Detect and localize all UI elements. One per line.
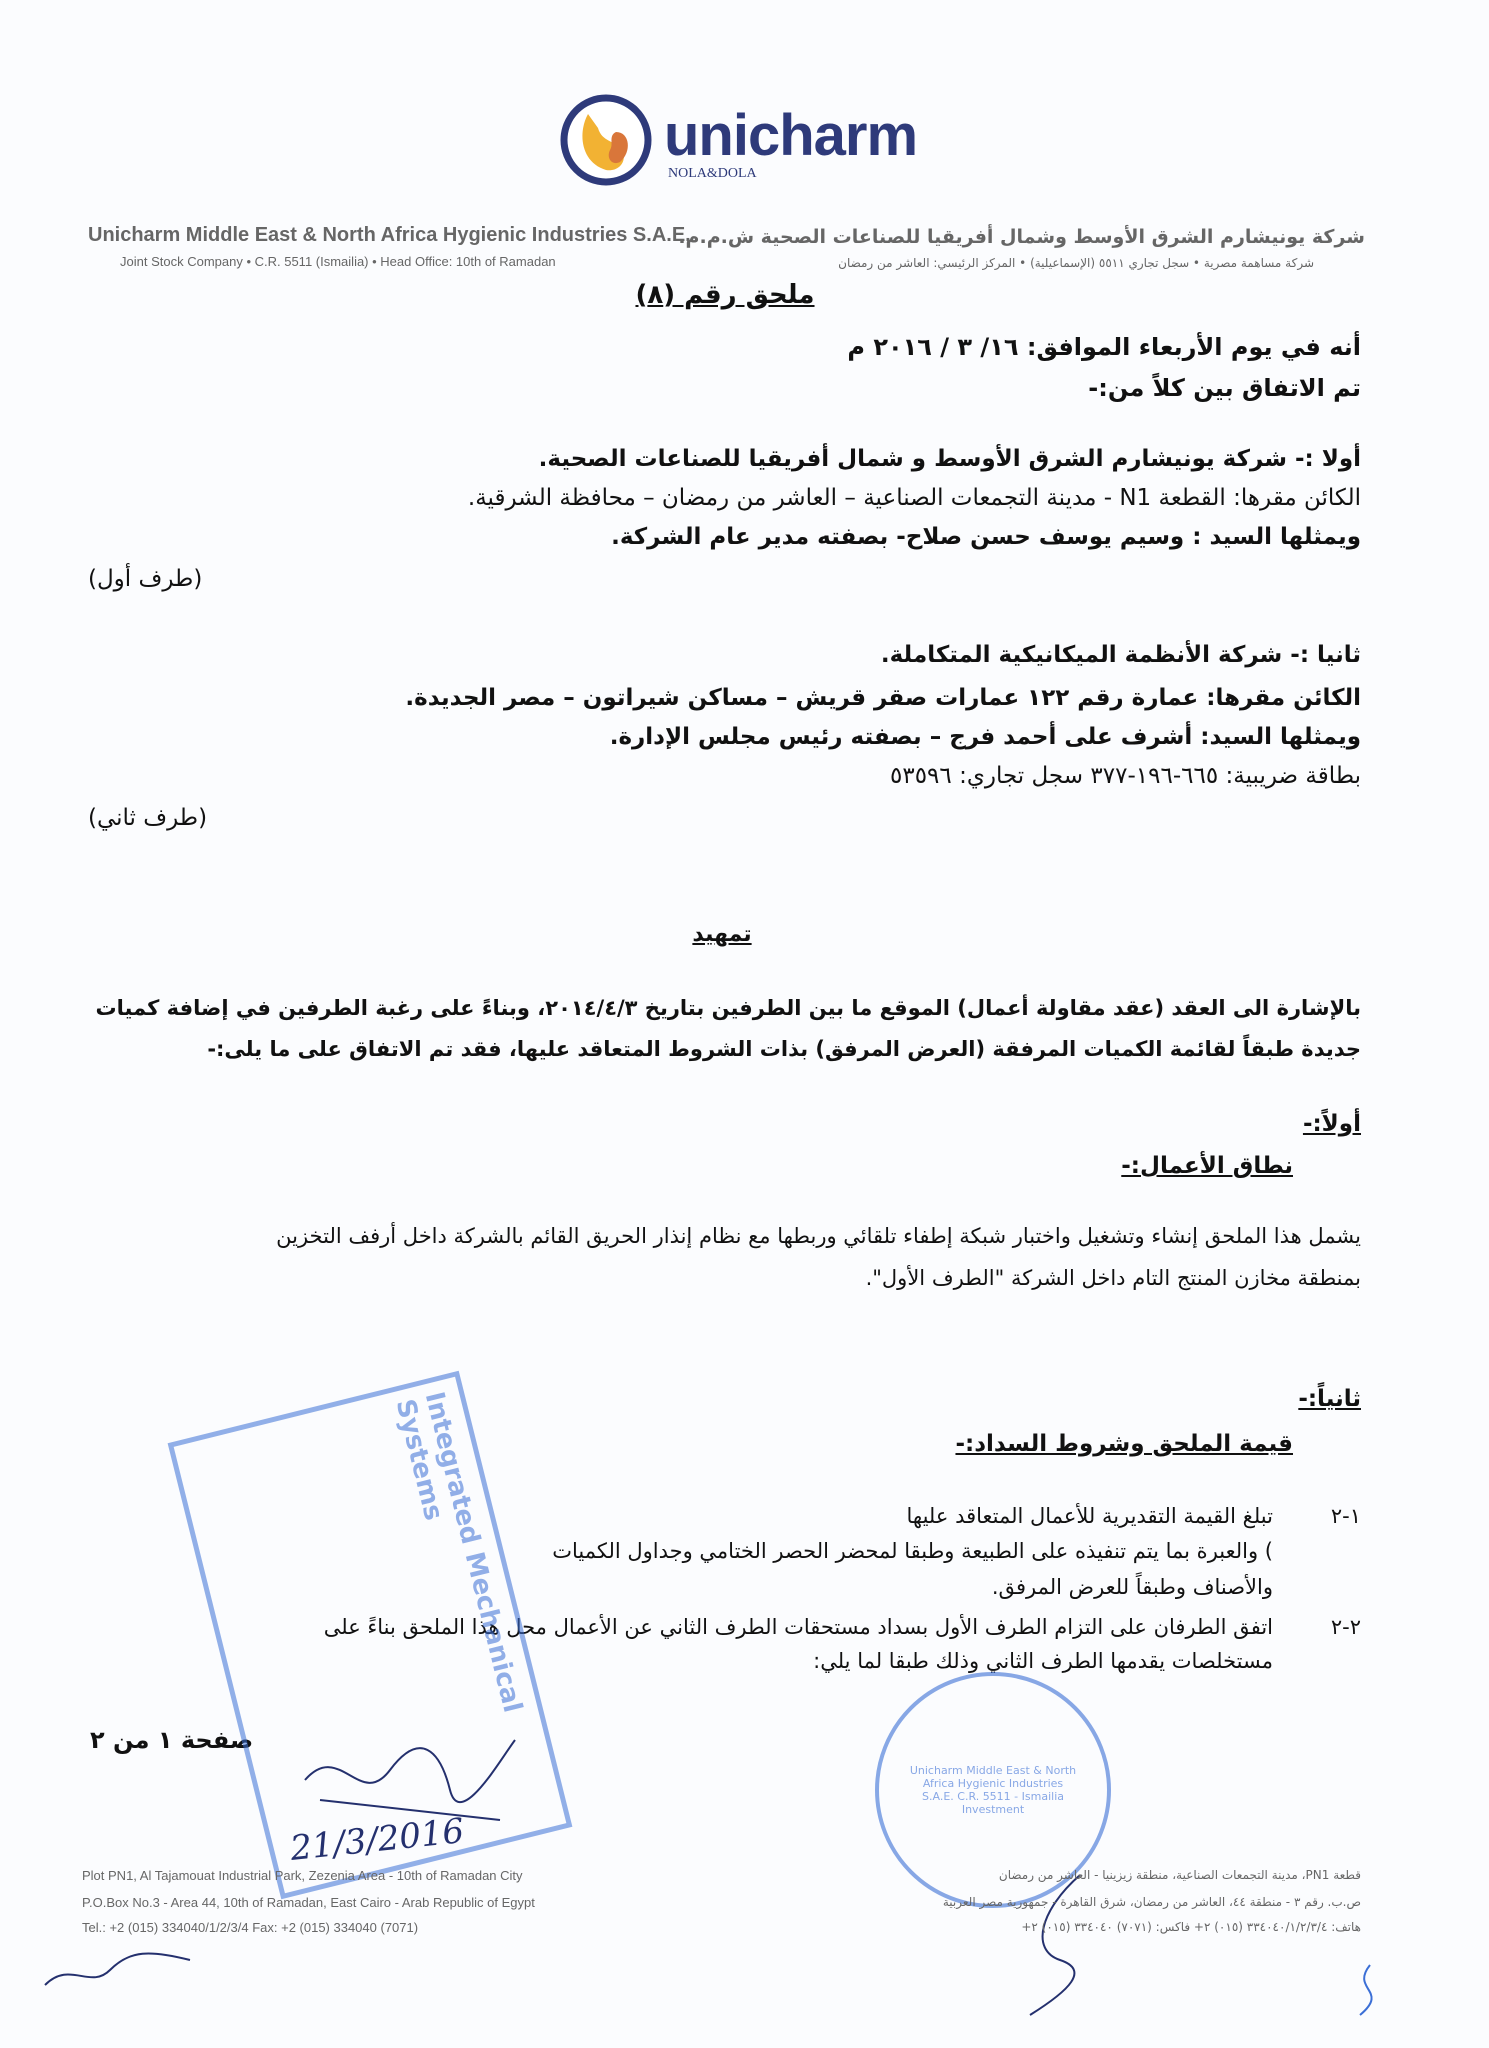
item-line: ) والعبرة بما يتم تنفيذه على الطبيعة وطبقا لمحضر الحصر الختامي وجداول الكميات [552, 1539, 1273, 1563]
party1-name: أولا :- شركة يونيشارم الشرق الأوسط و شمال أفريقيا للصناعات الصحية. [538, 446, 1361, 472]
party1-rep: ويمثلها السيد : وسيم يوسف حسن صلاح- بصفته مدير عام الشركة. [611, 524, 1361, 550]
item-line: تبلغ القيمة التقديرية للأعمال المتعاقد عليها [906, 1504, 1273, 1528]
footer-phone-en: Tel.: +2 (015) 334040/1/2/3/4 Fax: +2 (015) 334040 (7071) [82, 1920, 419, 1935]
item-line: اتفق الطرفان على التزام الطرف الأول بسداد مستحقات الطرف الثاني عن الأعمال محل هذا الملحق بناءً على [323, 1615, 1273, 1639]
footer-pobox-en: P.O.Box No.3 - Area 44, 10th of Ramadan, East Cairo - Arab Republic of Egypt [82, 1895, 535, 1910]
page-number: صفحة ١ من ٢ [90, 1726, 254, 1754]
preamble-line-1: بالإشارة الى العقد (عقد مقاولة أعمال) الموقع ما بين الطرفين بتاريخ ٢٠١٤/٤/٣، وبناءً على رغبة الطرفين في إضافة كميات [95, 996, 1361, 1020]
document-title: ملحق رقم (٨) [635, 280, 815, 310]
logo-text: unicharm [664, 103, 918, 168]
unicharm-logo-icon [558, 92, 654, 188]
party2-tax: بطاقة ضريبية: ٦٦٥-١٩٦-٣٧٧ سجل تجاري: ٥٣٥٩٦ [890, 763, 1361, 789]
company-sub-en: Joint Stock Company • C.R. 5511 (Ismailia) • Head Office: 10th of Ramadan [120, 254, 556, 269]
value-title: قيمة الملحق وشروط السداد:- [955, 1431, 1293, 1457]
item-number: ٢-٢ [1330, 1615, 1361, 1639]
company-name-en: Unicharm Middle East & North Africa Hygienic Industries S.A.E. [88, 224, 691, 246]
party1-label: (طرف أول) [88, 566, 203, 592]
initials-icon [40, 1940, 200, 2000]
date-line: أنه في يوم الأربعاء الموافق: ١٦/ ٣ / ٢٠١٦ م [847, 333, 1361, 361]
party2-label: (طرف ثاني) [88, 805, 208, 831]
section-second: ثانياً:- [1298, 1386, 1361, 1412]
footer-address-ar: قطعة PN1، مدينة التجمعات الصناعية، منطقة زيزينيا - العاشر من رمضان [998, 1868, 1361, 1882]
company-sub-ar: شركة مساهمة مصرية • سجل تجاري ٥٥١١ (الإسماعيلية) • المركز الرئيسي: العاشر من رمضان [838, 256, 1314, 270]
scope-line-2: بمنطقة مخازن المنتج التام داخل الشركة "الطرف الأول". [865, 1266, 1361, 1290]
party2-name: ثانيا :- شركة الأنظمة الميكانيكية المتكاملة. [880, 642, 1361, 668]
company-name-ar: شركة يونيشارم الشرق الأوسط وشمال أفريقيا للصناعات الصحية ش.م.م. [678, 226, 1365, 248]
party2-rep: ويمثلها السيد: أشرف على أحمد فرج – بصفته رئيس مجلس الإدارة. [609, 724, 1361, 750]
section-first: أولاً:- [1302, 1111, 1361, 1137]
footer-address-en: Plot PN1, Al Tajamouat Industrial Park, Zezenia Area - 10th of Ramadan City [82, 1868, 523, 1883]
item-line: والأصناف وطبقاً للعرض المرفق. [991, 1575, 1273, 1599]
logo-subtext: NOLA&DOLA [668, 166, 757, 181]
party2-address: الكائن مقرها: عمارة رقم ١٢٢ عمارات صقر قريش – مساكن شيراتون – مصر الجديدة. [405, 685, 1361, 711]
footer-phone-ar: هاتف: ٣٣٤٠٤٠/١/٢/٣/٤ (٠١٥) ٢+ فاكس: (٧٠٧١) ٣٣٤٠٤٠ (٠١٥) ٢+ [1021, 1920, 1361, 1934]
scope-title: نطاق الأعمال:- [1121, 1153, 1293, 1179]
signature-icon [1020, 1870, 1100, 2020]
preamble-title: تمهيد [692, 922, 752, 947]
footer-pobox-ar: ص.ب. رقم ٣ - منطقة ٤٤، العاشر من رمضان، شرق القاهرة - جمهورية مصر العربية [942, 1895, 1361, 1909]
preamble-line-2: جديدة طبقاً لقائمة الكميات المرفقة (العرض المرفق) بذات الشروط المتعاقد عليها، فقد تم الاتفاق على ما يلى:- [207, 1037, 1361, 1061]
signature-icon [300, 1720, 520, 1830]
handwritten-date: 21/3/2016 [288, 1810, 466, 1870]
scope-line-1: يشمل هذا الملحق إنشاء وتشغيل واختبار شبكة إطفاء تلقائي وربطها مع نظام إنذار الحريق القائم بالشركة داخل أرفف التخزين [276, 1224, 1361, 1248]
item-number: ١-٢ [1330, 1504, 1361, 1528]
initials-icon [1340, 1960, 1400, 2020]
agreed-line: تم الاتفاق بين كلاً من:- [1088, 374, 1361, 402]
party1-address: الكائن مقرها: القطعة N1 - مدينة التجمعات الصناعية – العاشر من رمضان – محافظة الشرقية. [467, 485, 1361, 511]
company-stamp-rect: Integrated Mechanical Systems [168, 1371, 573, 1900]
item-line: مستخلصات يقدمها الطرف الثاني وذلك طبقا لما يلي: [813, 1649, 1273, 1673]
company-stamp-round: Unicharm Middle East & North Africa Hygienic Industries S.A.E. C.R. 5511 - Ismailia Investment [875, 1672, 1111, 1908]
